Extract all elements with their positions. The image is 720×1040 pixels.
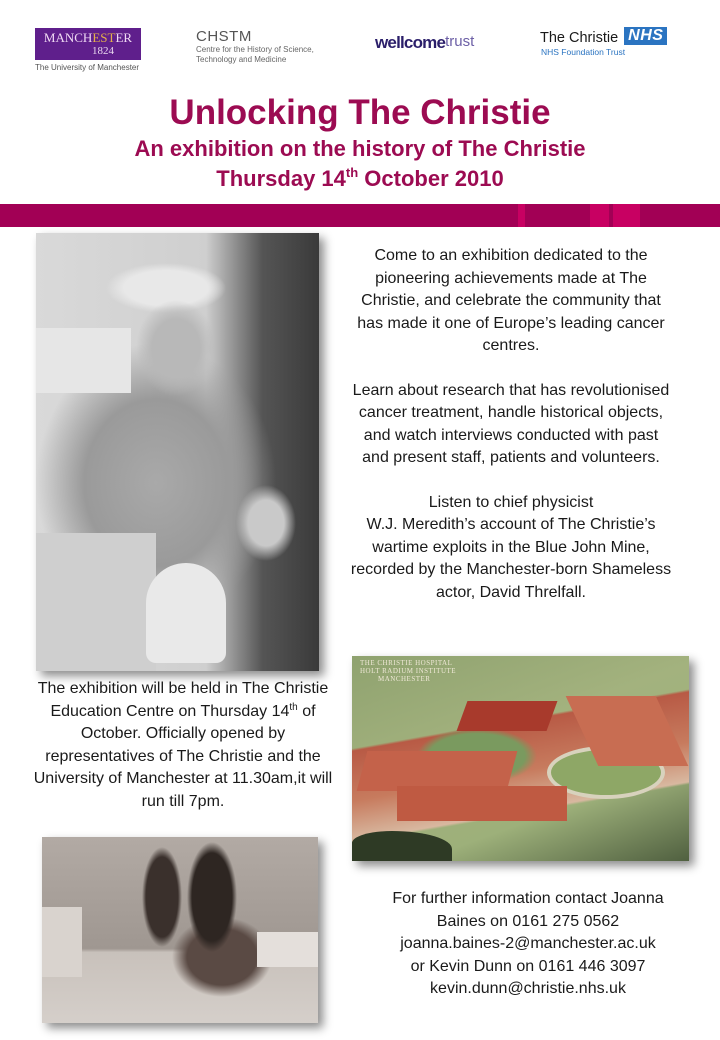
wellcome-trust-logo — [375, 33, 474, 53]
exhibition-description — [350, 245, 672, 604]
painting-wing-shape — [357, 751, 518, 791]
nurse-and-child-photo — [36, 233, 319, 671]
nhs-badge-icon: NHS — [624, 27, 667, 45]
venue-paragraph: The exhibition will be held in The Christie Education Centre on Thursday 14th of October. Officially opened by representatives of The Christie and the University of Manchester at 11.30am,it will run till 7pm. — [33, 680, 333, 810]
photo-patient-shape — [42, 907, 82, 977]
divider-accent-3 — [613, 204, 640, 227]
christie-trust-subtitle: NHS Foundation Trust — [541, 47, 626, 57]
photo-sink-shape — [36, 328, 131, 393]
painting-trees-shape — [352, 831, 452, 861]
christie-hospital-painting — [352, 656, 689, 861]
contact-info — [358, 888, 698, 1001]
chstm-logo — [196, 29, 314, 65]
manchester-subtitle: The University of Manchester — [35, 63, 140, 72]
contact-email-joanna[interactable]: joanna.baines-2@manchester.ac.uk — [400, 935, 656, 952]
listen-paragraph: Listen to chief physicist W.J. Meredith’s account of The Christie’s wartime exploits in the Blue John Mine, recorded by the Manchester-born Shameless actor, David Threlfall. — [350, 493, 672, 601]
manchester-logo-badge — [35, 28, 141, 60]
manchester-year: 1824 — [92, 45, 114, 57]
divider-accent-1 — [518, 204, 525, 227]
photo-apron-shape — [36, 533, 156, 671]
trust-wordmark: trust — [445, 33, 475, 50]
christie-name: The Christie — [540, 30, 619, 46]
treatment-room-photo — [42, 837, 318, 1023]
christie-nhs-logo — [540, 27, 667, 57]
headline-block — [0, 92, 720, 194]
chstm-title: CHSTM — [196, 28, 252, 45]
page-title: Unlocking The Christie — [169, 93, 551, 132]
photo-toy-shape — [146, 563, 226, 663]
page-subtitle: An exhibition on the history of The Christie — [134, 136, 586, 161]
intro-paragraph: Come to an exhibition dedicated to the pioneering achievements made at The Christie, and celebrate the community that has made it one of Europe’s leading cancer centres. — [357, 247, 665, 354]
venue-details — [27, 678, 339, 813]
painting-wing-shape — [397, 786, 567, 821]
manchester-wordmark: MANCHESTER — [43, 30, 133, 45]
chstm-line-2: Technology and Medicine — [196, 55, 287, 64]
learn-paragraph: Learn about research that has revolutionised cancer treatment, handle historical objects, and watch interviews conducted with past and present staff, patients and volunteers. — [352, 381, 670, 466]
university-of-manchester-logo — [35, 28, 141, 72]
photo-sinks-shape — [257, 932, 318, 967]
painting-roof-shape — [457, 701, 558, 731]
contact-line-2: Baines on 0161 275 0562 — [436, 912, 620, 930]
contact-line-4: or Kevin Dunn on 0161 446 3097 — [410, 957, 646, 975]
event-date: Thursday 14th October 2010 — [216, 165, 504, 191]
painting-caption: THE CHRISTIE HOSPITAL HOLT RADIUM INSTITUTE MANCHESTER — [360, 659, 457, 683]
wellcome-wordmark: wellcome — [375, 33, 446, 52]
divider-band — [0, 204, 720, 227]
contact-email-kevin[interactable]: kevin.dunn@christie.nhs.uk — [430, 980, 626, 997]
contact-line-1: For further information contact Joanna — [392, 890, 664, 907]
divider-accent-2 — [590, 204, 609, 227]
chstm-line-1: Centre for the History of Science, — [196, 45, 314, 54]
